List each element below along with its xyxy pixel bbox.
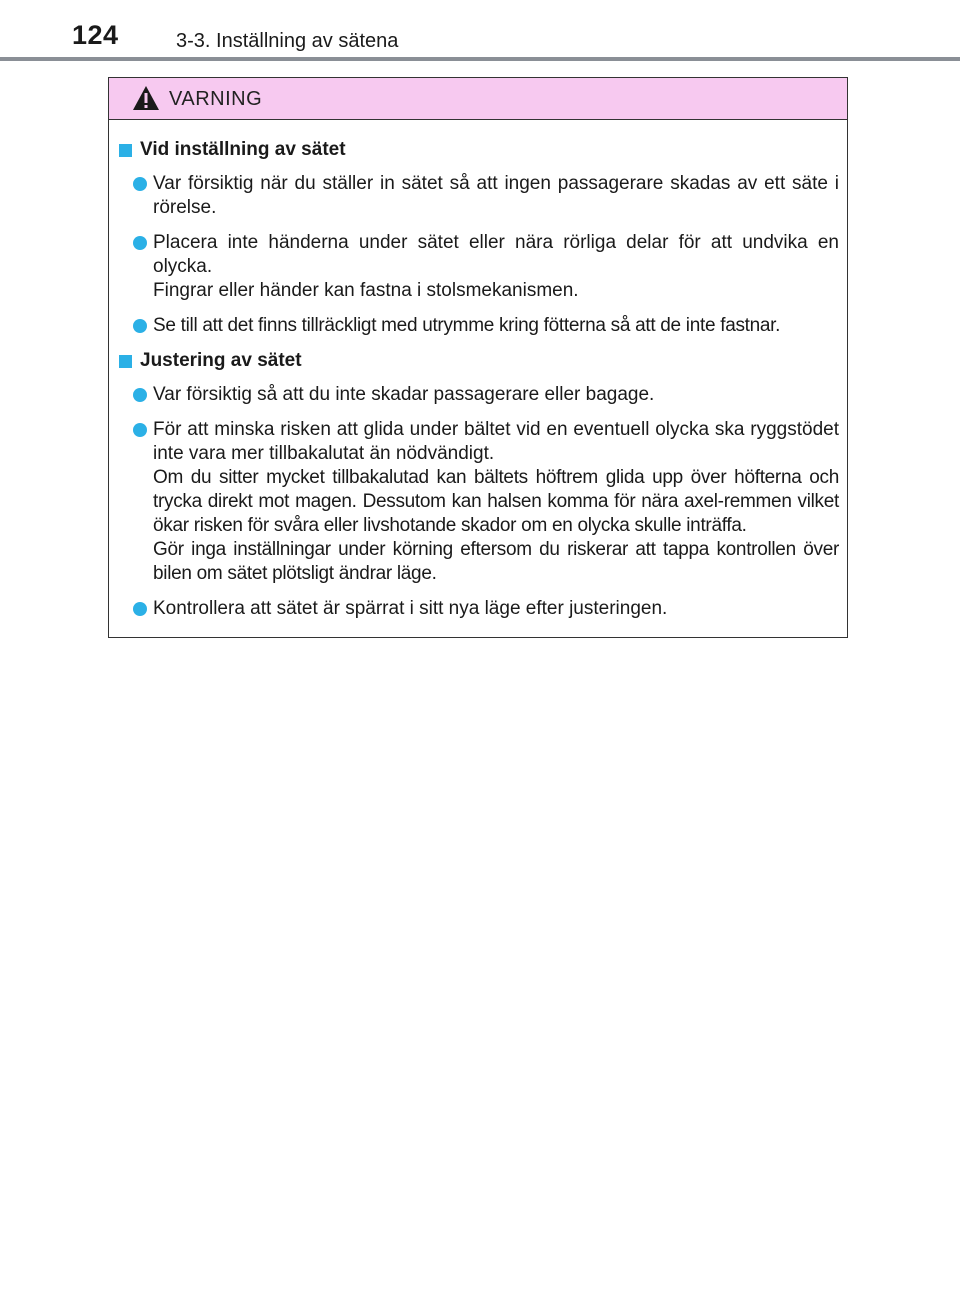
section-heading-text: Vid inställning av sätet [140, 139, 346, 160]
round-bullet-icon [133, 319, 147, 333]
round-bullet-icon [133, 236, 147, 250]
warning-triangle-icon [132, 85, 160, 111]
item-text: Se till att det finns tillräckligt med utrymme kring fötterna så att de inte fastnar. [153, 315, 781, 336]
list-item [119, 314, 839, 338]
list-item [119, 597, 839, 621]
item-note: Gör inga inställningar under körning eftersom du riskerar att tappa kontrollen över bilen om sätet plötsligt ändrar läge. [153, 539, 839, 584]
warning-box [108, 77, 848, 638]
section-title: 3-3. Inställning av sätena [176, 30, 399, 52]
item-note: Fingrar eller händer kan fastna i stolsmekanismen. [153, 280, 579, 301]
item-text: Placera inte händerna under sätet eller nära rörliga delar för att undvika en olycka. [153, 232, 839, 277]
square-bullet-icon [119, 355, 132, 368]
section-heading [119, 349, 839, 373]
list-item [119, 383, 839, 407]
warning-body [109, 120, 847, 621]
page-header [0, 0, 960, 62]
list-item [119, 418, 839, 586]
round-bullet-icon [133, 602, 147, 616]
list-item [119, 231, 839, 303]
section-heading [119, 138, 839, 162]
list-item [119, 172, 839, 220]
round-bullet-icon [133, 423, 147, 437]
section-heading-text: Justering av sätet [140, 350, 302, 371]
item-text: Kontrollera att sätet är spärrat i sitt nya läge efter justeringen. [153, 598, 668, 619]
item-text: För att minska risken att glida under bältet vid en eventuell olycka ska ryggstödet inte vara mer tillbakalutat än nödvändigt. [153, 419, 839, 464]
header-divider [0, 57, 960, 61]
round-bullet-icon [133, 388, 147, 402]
item-text: Var försiktig när du ställer in sätet så att ingen passagerare skadas av ett säte i rörelse. [153, 173, 839, 218]
round-bullet-icon [133, 177, 147, 191]
item-note: Om du sitter mycket tillbakalutad kan bältets höftrem glida upp över höfterna och trycka direkt mot magen. Dessutom kan halsen komma för nära axel-remmen vilket ökar risken för svåra eller livshotande skador om en olycka skulle inträffa. [153, 467, 839, 536]
square-bullet-icon [119, 144, 132, 157]
warning-title: VARNING [169, 88, 263, 110]
item-text: Var försiktig så att du inte skadar passagerare eller bagage. [153, 384, 655, 405]
warning-header [109, 78, 847, 120]
page-number: 124 [72, 20, 119, 50]
